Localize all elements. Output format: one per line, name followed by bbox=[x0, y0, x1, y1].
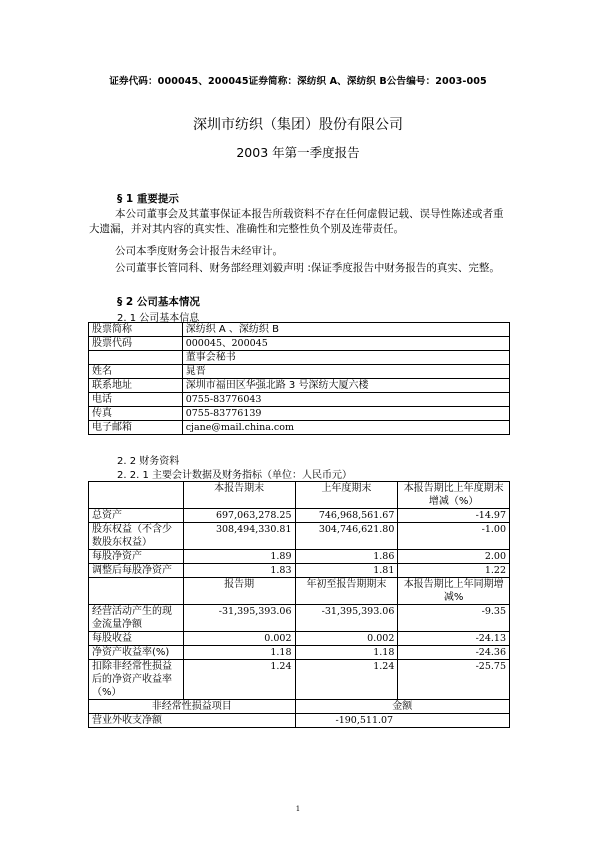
row-label: 每股收益 bbox=[89, 632, 184, 646]
column-header: 本报告期比上年度期末增减（%） bbox=[398, 482, 510, 509]
cell-value: 1.18 bbox=[295, 646, 398, 660]
cell-value: 1.18 bbox=[183, 646, 295, 660]
cell-value: -25.75 bbox=[398, 660, 510, 700]
report-title: 2003 年第一季度报告 bbox=[236, 145, 360, 160]
basic-info-value: 深纺织 A 、深纺织 B bbox=[182, 323, 509, 337]
section-1-paragraph-3: 公司董事长管同科、财务部经理刘毅声明 :保证季度报告中财务报告的真实、完整。 bbox=[115, 262, 500, 274]
table-row bbox=[89, 407, 510, 421]
table-row bbox=[89, 323, 510, 337]
table-row bbox=[89, 605, 510, 632]
table-row bbox=[89, 564, 510, 578]
table-header-row bbox=[89, 482, 510, 509]
row-label: 调整后每股净资产 bbox=[89, 564, 184, 578]
cell-value: 1.89 bbox=[183, 550, 295, 564]
cell-value: 2.00 bbox=[398, 550, 510, 564]
basic-info-table bbox=[88, 322, 510, 435]
table-row bbox=[89, 523, 510, 550]
cell-value: 1.81 bbox=[295, 564, 398, 578]
basic-info-label: 电话 bbox=[89, 393, 183, 407]
company-name: 深圳市纺织（集团）股份有限公司 bbox=[193, 117, 403, 133]
section-1-title: § 1 重要提示 bbox=[117, 193, 179, 205]
cell-value: -31,395,393.06 bbox=[183, 605, 295, 632]
table-header-row bbox=[89, 700, 510, 714]
basic-info-value: 董事会秘书 bbox=[182, 351, 509, 365]
subsection-2-1-title: 2. 1 公司基本信息 bbox=[117, 313, 200, 324]
basic-info-label: 电子邮箱 bbox=[89, 421, 183, 435]
basic-info-label: 传真 bbox=[89, 407, 183, 421]
basic-info-value: cjane@mail.china.com bbox=[182, 421, 509, 435]
cell-value: -24.36 bbox=[398, 646, 510, 660]
announcement-header: 证券代码：000045、200045证券简称：深纺织 A、深纺织 B公告编号：2003-005 bbox=[109, 76, 487, 87]
cell-value: 308,494,330.81 bbox=[183, 523, 295, 550]
table-header-row bbox=[89, 578, 510, 605]
cell-value: 0.002 bbox=[183, 632, 295, 646]
table-row bbox=[89, 646, 510, 660]
table-row bbox=[89, 421, 510, 435]
table-row bbox=[89, 351, 510, 365]
basic-info-value: 深圳市福田区华强北路 3 号深纺大厦六楼 bbox=[182, 379, 509, 393]
cell-value: 1.22 bbox=[398, 564, 510, 578]
column-header: 非经常性损益项目 bbox=[89, 700, 296, 714]
cell-value: -9.35 bbox=[398, 605, 510, 632]
column-header: 金额 bbox=[295, 700, 510, 714]
cell-value: -190,511.07 bbox=[295, 714, 510, 728]
row-label: 经营活动产生的现金流量净额 bbox=[89, 605, 184, 632]
basic-info-label: 股票简称 bbox=[89, 323, 183, 337]
cell-value: 304,746,621.80 bbox=[295, 523, 398, 550]
column-header bbox=[89, 578, 184, 605]
column-header bbox=[89, 482, 184, 509]
column-header: 本报告期比上年同期增减% bbox=[398, 578, 510, 605]
column-header: 报告期 bbox=[183, 578, 295, 605]
cell-value: 1.86 bbox=[295, 550, 398, 564]
basic-info-label: 联系地址 bbox=[89, 379, 183, 393]
subsection-2-2-1-title: 2. 2. 1 主要会计数据及财务指标（单位：人民币元） bbox=[117, 470, 352, 481]
table-row bbox=[89, 632, 510, 646]
table-row bbox=[89, 379, 510, 393]
subsection-2-2-title: 2. 2 财务资料 bbox=[117, 456, 180, 467]
row-label: 总资产 bbox=[89, 509, 184, 523]
table-row bbox=[89, 714, 510, 728]
basic-info-value: 晁晋 bbox=[182, 365, 509, 379]
cell-value: -14.97 bbox=[398, 509, 510, 523]
basic-info-label: 股票代码 bbox=[89, 337, 183, 351]
table-row bbox=[89, 337, 510, 351]
basic-info-value: 000045、200045 bbox=[182, 337, 509, 351]
column-header: 年初至报告期期末 bbox=[295, 578, 398, 605]
row-label: 股东权益（不含少数股东权益） bbox=[89, 523, 184, 550]
row-label: 扣除非经常性损益后的净资产收益率（%） bbox=[89, 660, 184, 700]
basic-info-label bbox=[89, 351, 183, 365]
cell-value: 1.83 bbox=[183, 564, 295, 578]
cell-value: 697,063,278.25 bbox=[183, 509, 295, 523]
cell-value: -1.00 bbox=[398, 523, 510, 550]
cell-value: 746,968,561.67 bbox=[295, 509, 398, 523]
column-header: 上年度期末 bbox=[295, 482, 398, 509]
table-row bbox=[89, 393, 510, 407]
section-1-paragraph-1: 本公司董事会及其董事保证本报告所载资料不存在任何虚假记载、误导性陈述或者重大遗漏，并对其内容的真实性、准确性和完整性负个别及连带责任。 bbox=[89, 208, 504, 235]
column-header: 本报告期末 bbox=[183, 482, 295, 509]
basic-info-value: 0755-83776139 bbox=[182, 407, 509, 421]
table-row bbox=[89, 365, 510, 379]
section-1-paragraph-2: 公司本季度财务会计报告未经审计。 bbox=[115, 245, 283, 257]
cell-value: 1.24 bbox=[295, 660, 398, 700]
basic-info-value: 0755-83776043 bbox=[182, 393, 509, 407]
row-label: 营业外收支净额 bbox=[89, 714, 296, 728]
row-label: 净资产收益率(%) bbox=[89, 646, 184, 660]
cell-value: -24.13 bbox=[398, 632, 510, 646]
table-row bbox=[89, 509, 510, 523]
table-row bbox=[89, 660, 510, 700]
cell-value: -31,395,393.06 bbox=[295, 605, 398, 632]
cell-value: 1.24 bbox=[183, 660, 295, 700]
basic-info-label: 姓名 bbox=[89, 365, 183, 379]
section-2-title: § 2 公司基本情况 bbox=[117, 296, 200, 308]
financial-data-table bbox=[88, 481, 510, 728]
page-number: 1 bbox=[295, 805, 301, 813]
cell-value: 0.002 bbox=[295, 632, 398, 646]
table-row bbox=[89, 550, 510, 564]
row-label: 每股净资产 bbox=[89, 550, 184, 564]
